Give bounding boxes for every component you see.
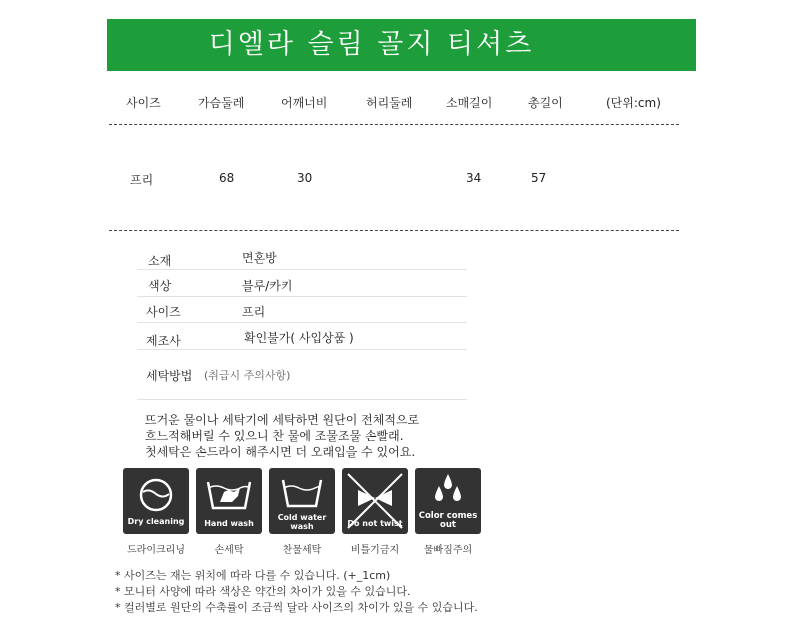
spec-divider [137, 269, 467, 270]
header-shoulder: 어깨너비 [281, 96, 328, 110]
spec-color-value: 블루/카키 [242, 279, 293, 293]
note: * 컬러별로 원단의 수축률이 조금씩 달라 사이즈의 차이가 있을 수 있습니다. [115, 601, 478, 614]
product-title: 디엘라 슬림 골지 티셔츠 [208, 29, 535, 60]
spec-material-label: 소재 [148, 254, 172, 268]
icon-name: 물빠짐주의 [423, 545, 473, 556]
washing-label: 세탁방법 [146, 369, 193, 383]
spec-size-label: 사이즈 [146, 305, 181, 319]
icon-name: 비틀기금지 [350, 545, 400, 556]
spec-divider [137, 296, 467, 297]
header-waist: 허리둘레 [366, 96, 413, 110]
care-line: 첫세탁은 손드라이 해주시면 더 오래입을 수 있어요. [145, 445, 416, 459]
cold-water-wash-icon [269, 468, 335, 534]
header-size: 사이즈 [126, 96, 161, 110]
header-chest: 가슴둘레 [198, 96, 245, 110]
care-line: 뜨거운 물이나 세탁기에 세탁하면 원단이 전체적으로 [145, 413, 420, 427]
do-not-twist-icon [342, 468, 408, 534]
row-length: 57 [531, 171, 547, 185]
header-sleeve: 소매길이 [446, 96, 493, 110]
spec-material-value: 면혼방 [242, 251, 277, 265]
row-chest: 68 [219, 171, 235, 185]
dry-cleaning-icon [123, 468, 189, 534]
icon-name: 손세탁 [214, 545, 244, 556]
spec-maker-label: 제조사 [146, 334, 181, 348]
spec-divider [137, 399, 467, 400]
care-line: 흐느적해버릴 수 있으니 찬 물에 조물조물 손빨래. [145, 429, 404, 443]
spec-divider [137, 322, 467, 323]
spec-size-value: 프리 [242, 305, 266, 319]
color-comes-out-icon [415, 468, 481, 534]
icon-name: 드라이크리닝 [127, 545, 185, 556]
title-banner [107, 19, 696, 71]
divider-bottom [109, 230, 679, 231]
spec-maker-value: 확인불가( 사입상품 ) [244, 331, 354, 345]
icon-caption: Cold water wash [277, 513, 327, 531]
row-shoulder: 30 [297, 171, 313, 185]
spec-divider [137, 349, 467, 350]
hand-wash-icon [196, 468, 262, 534]
icon-name: 찬물세탁 [282, 545, 322, 556]
header-length: 총길이 [528, 96, 563, 110]
icon-caption: Do not twist [347, 519, 403, 528]
spec-color-label: 색상 [148, 279, 172, 293]
divider-top [109, 124, 679, 125]
washing-sub: (취급시 주의사항) [204, 369, 291, 382]
row-size: 프리 [130, 173, 154, 187]
note: * 모니터 사양에 따라 색상은 약간의 차이가 있을 수 있습니다. [115, 585, 411, 598]
icon-caption: Color comes out [418, 511, 478, 530]
row-sleeve: 34 [466, 171, 482, 185]
header-unit: (단위:cm) [606, 96, 661, 110]
icon-caption: Dry cleaning [127, 517, 185, 526]
note: * 사이즈는 재는 위치에 따라 다를 수 있습니다. (+_1cm) [115, 569, 391, 582]
icon-caption: Hand wash [204, 519, 254, 528]
